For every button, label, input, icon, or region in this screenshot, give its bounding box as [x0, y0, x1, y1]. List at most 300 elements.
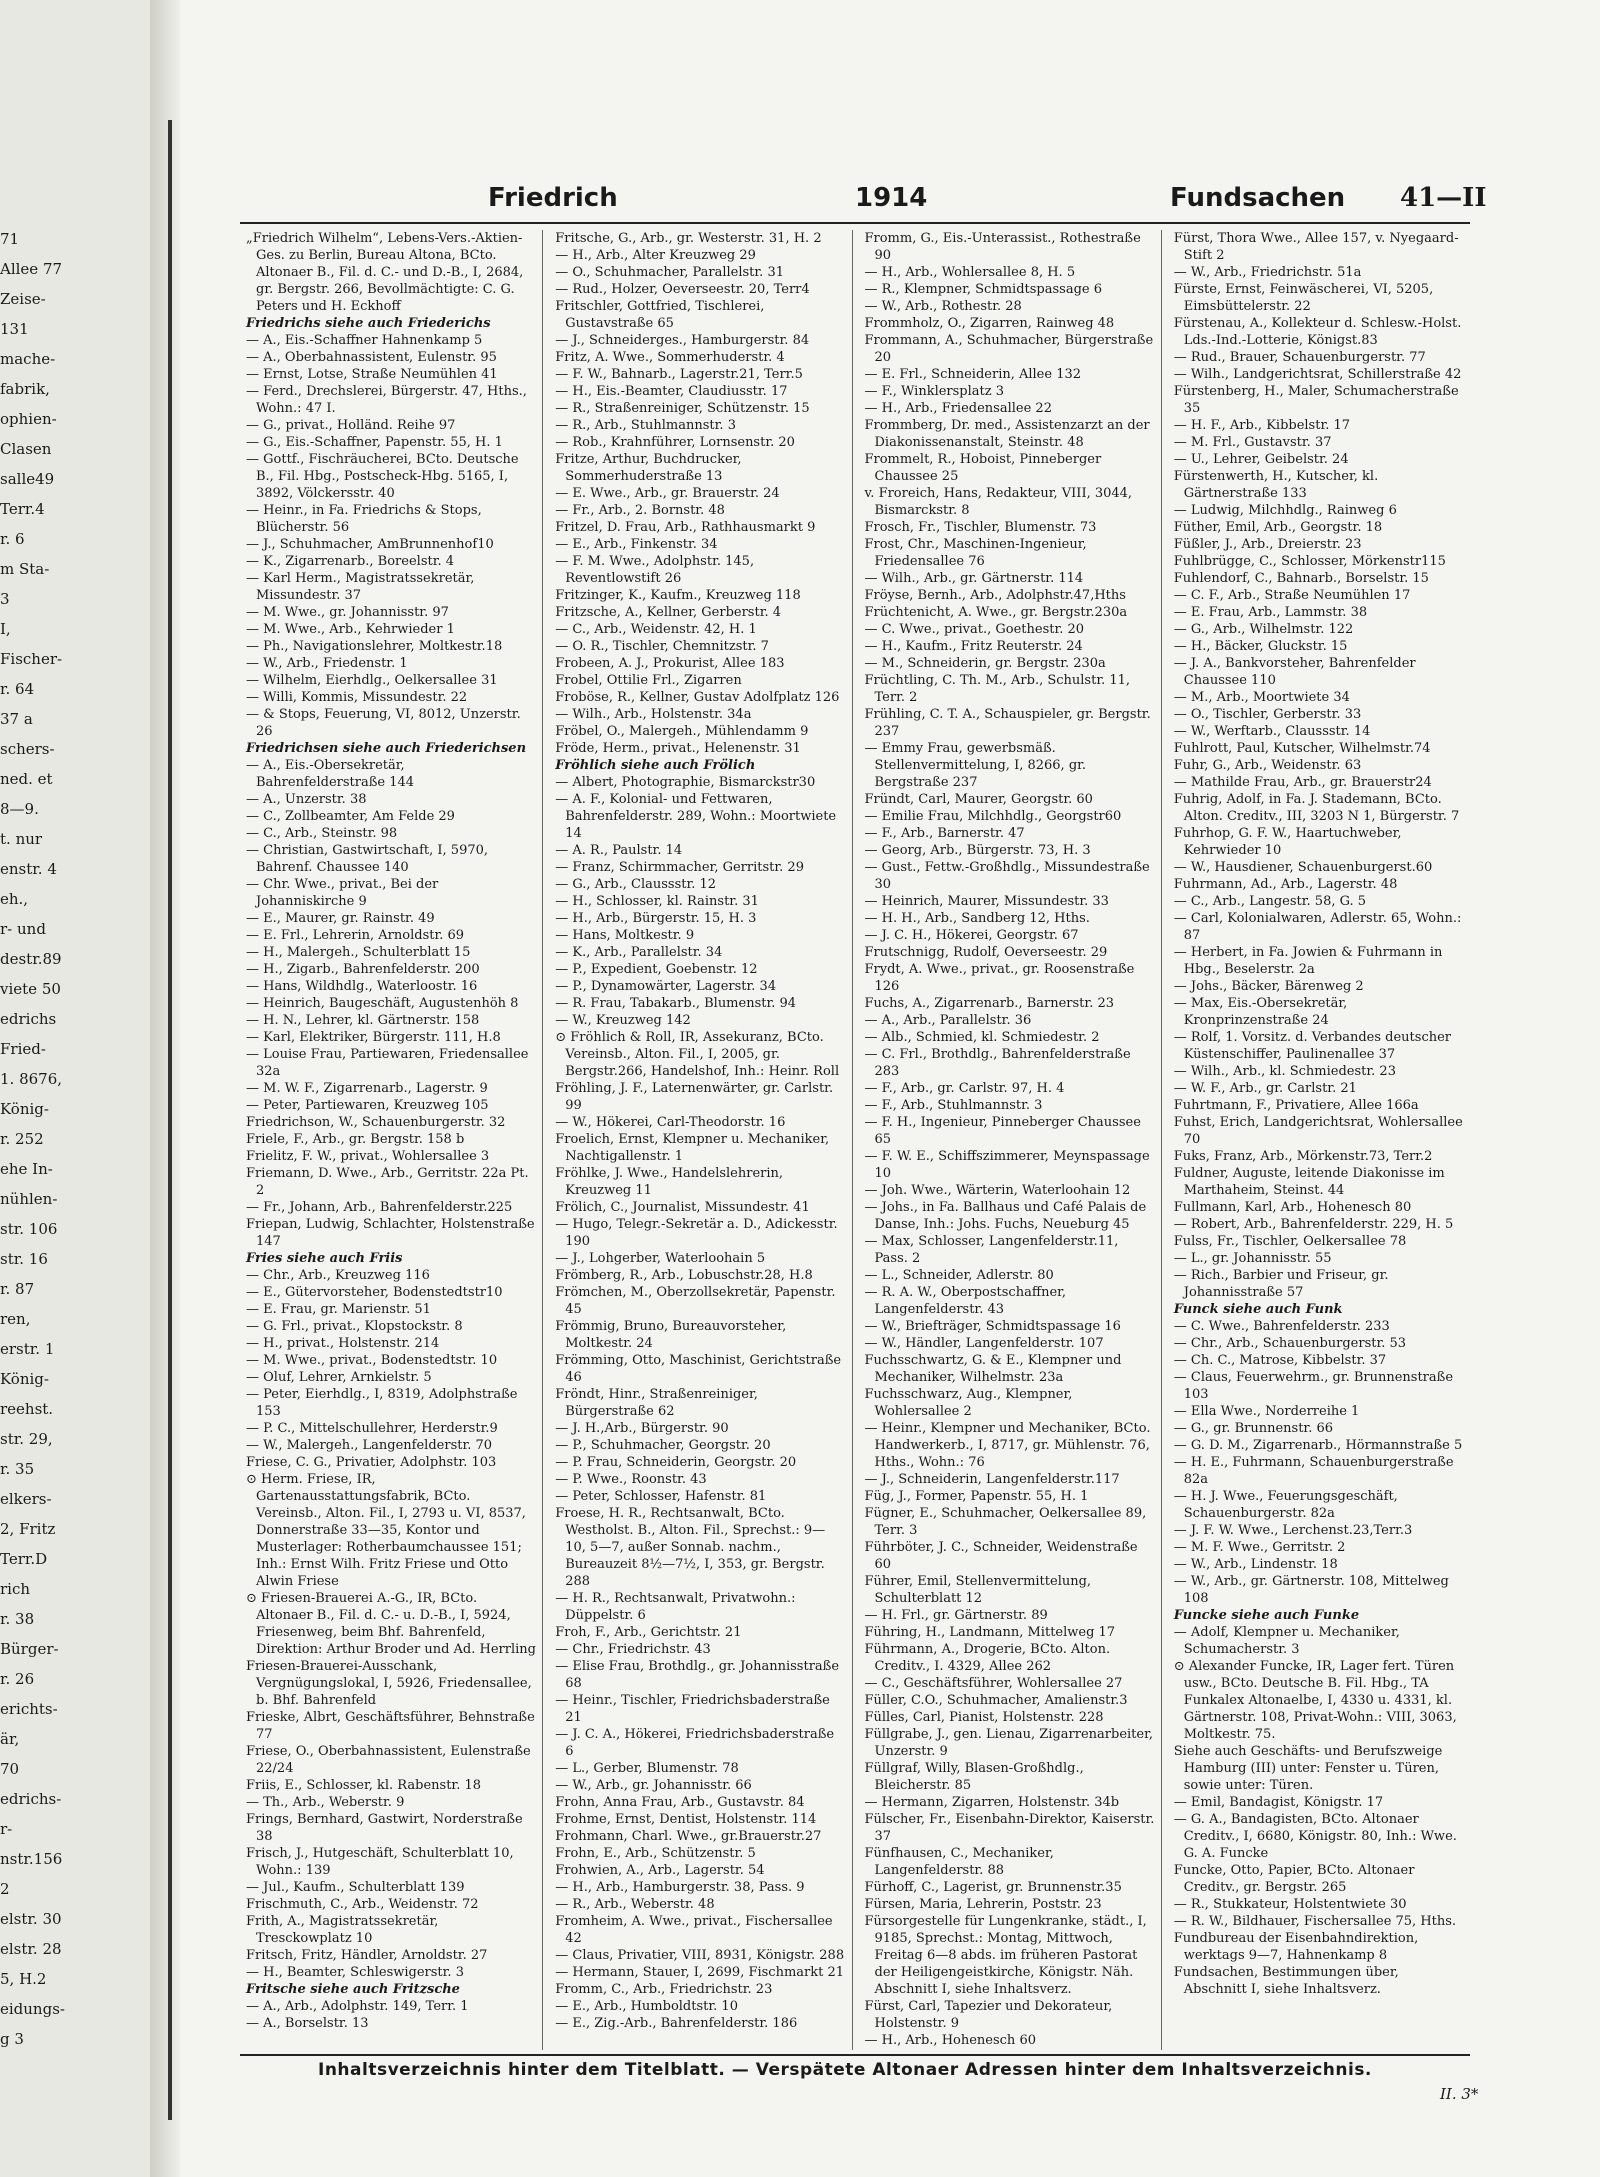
prev-page-line: r. 26	[0, 1670, 35, 1688]
directory-entry: — Wilh., Landgerichtsrat, Schillerstraße 42	[1173, 367, 1462, 382]
directory-entry: — M. F. Wwe., Gerritstr. 2	[1173, 1540, 1346, 1555]
prev-page-line: str. 16	[0, 1250, 48, 1268]
directory-entry: — F. W., Bahnarb., Lagerstr.21, Terr.5	[555, 367, 803, 382]
directory-entry: — Carl, Kolonialwaren, Adlerstr. 65, Wohn.: 87	[1173, 911, 1462, 943]
directory-entry: „Friedrich Wilhelm“, Lebens-Vers.-Aktien-Ges. zu Berlin, Bureau Altona, BCto. Altonaer B., Fil. d. C.- und D.-B., I, 2684, gr. Bergstr. 266, Bevollmächtigte: C. G. Peters und H. Eckhoff	[246, 231, 524, 314]
directory-entry: — P. C., Mittelschullehrer, Herderstr.9	[246, 1421, 498, 1436]
directory-entry: Frömberg, R., Arb., Lobuschstr.28, H.8	[555, 1268, 813, 1283]
directory-entry: — K., Zigarrenarb., Boreelstr. 4	[246, 554, 455, 569]
directory-entry: Fritsch, Fritz, Händler, Arnoldstr. 27	[246, 1948, 488, 1963]
prev-page-line: 2	[0, 1880, 10, 1898]
prev-page-line: 71	[0, 230, 20, 248]
directory-entry: — F. W. E., Schiffszimmerer, Meynspassage 10	[864, 1149, 1150, 1181]
prev-page-line: viete 50	[0, 980, 61, 998]
directory-entry: — Chr., Arb., Kreuzweg 116	[246, 1268, 430, 1283]
directory-entry: — H. F., Arb., Kibbelstr. 17	[1173, 418, 1351, 433]
directory-entry: Fromm, C., Arb., Friedrichstr. 23	[555, 1982, 773, 1997]
directory-entry: — H., Malergeh., Schulterblatt 15	[246, 945, 471, 960]
directory-entry: Fries siehe auch Friis	[246, 1251, 403, 1266]
prev-page-line: str. 29,	[0, 1430, 53, 1448]
directory-entry: — A., Arb., Adolphstr. 149, Terr. 1	[246, 1999, 469, 2014]
directory-entry: Fritzsche, A., Kellner, Gerberstr. 4	[555, 605, 782, 620]
directory-entry: Frohn, E., Arb., Schützenstr. 5	[555, 1846, 756, 1861]
directory-entry: — J. A., Bankvorsteher, Bahrenfelder Chaussee 110	[1173, 656, 1416, 688]
directory-entry: — E. Frau, gr. Marienstr. 51	[246, 1302, 431, 1317]
directory-entry: — W., Arb., Friedenstr. 1	[246, 656, 408, 671]
prev-page-line: reehst.	[0, 1400, 54, 1418]
prev-page-line: Terr.4	[0, 500, 45, 518]
prev-page-line: eidungs-	[0, 2000, 65, 2018]
directory-entry: Fuks, Franz, Arb., Mörkenstr.73, Terr.2	[1173, 1149, 1433, 1164]
directory-entry: Füg, J., Former, Papenstr. 55, H. 1	[864, 1489, 1089, 1504]
directory-entry: — H., Arb., Hohenesch 60	[864, 2033, 1036, 2048]
directory-entry: Fuhlrott, Paul, Kutscher, Wilhelmstr.74	[1173, 741, 1431, 756]
directory-entry: — F. H., Ingenieur, Pinneberger Chaussee 65	[864, 1115, 1141, 1147]
directory-entry: — Alb., Schmied, kl. Schmiedestr. 2	[864, 1030, 1100, 1045]
prev-page-line: 2, Fritz	[0, 1520, 56, 1538]
directory-entry: — R. W., Bildhauer, Fischersallee 75, Hths.	[1173, 1914, 1457, 1929]
directory-entry: Fröde, Herm., privat., Helenenstr. 31	[555, 741, 801, 756]
directory-entry: — C., Zollbeamter, Am Felde 29	[246, 809, 455, 824]
footer-rule	[240, 2054, 1470, 2056]
directory-entry: — A., Arb., Parallelstr. 36	[864, 1013, 1032, 1028]
directory-entry: Fuhrhop, G. F. W., Haartuchweber, Kehrwieder 10	[1173, 826, 1402, 858]
prev-page-line: 3	[0, 590, 10, 608]
directory-entry: Fürstenwerth, H., Kutscher, kl. Gärtnerstraße 133	[1173, 469, 1379, 501]
directory-entry: Friese, C. G., Privatier, Adolphstr. 103	[246, 1455, 497, 1470]
prev-page-line: 131	[0, 320, 29, 338]
directory-entry: Frobel, Ottilie Frl., Zigarren	[555, 673, 742, 688]
directory-entry: — J., Lohgerber, Waterloohain 5	[555, 1251, 766, 1266]
prev-page-line: destr.89	[0, 950, 62, 968]
prev-page-line: eh.,	[0, 890, 29, 908]
column-4	[1168, 230, 1470, 2050]
directory-entry: Fröyse, Bernh., Arb., Adolphstr.47,Hths	[864, 588, 1126, 603]
prev-page-line: fabrik,	[0, 380, 50, 398]
directory-entry: Frommann, A., Schuhmacher, Bürgerstraße 20	[864, 333, 1154, 365]
directory-entry: — Rich., Barbier und Friseur, gr. Johannisstraße 57	[1173, 1268, 1389, 1300]
directory-entry: — O., Tischler, Gerberstr. 33	[1173, 707, 1362, 722]
directory-entry: — Louise Frau, Partiewaren, Friedensallee 32a	[246, 1047, 529, 1079]
directory-entry: — E., Maurer, gr. Rainstr. 49	[246, 911, 435, 926]
directory-entry: Frings, Bernhard, Gastwirt, Norderstraße 38	[246, 1812, 523, 1844]
directory-entry: Funcke siehe auch Funke	[1173, 1608, 1360, 1623]
prev-page-line: r. 252	[0, 1130, 44, 1148]
directory-entry: — Chr. Wwe., privat., Bei der Johanniskirche 9	[246, 877, 439, 909]
directory-entry: — W., Arb., Rothestr. 28	[864, 299, 1022, 314]
directory-entry: — Rob., Krahnführer, Lornsenstr. 20	[555, 435, 795, 450]
directory-entry: — R., Arb., Stuhlmannstr. 3	[555, 418, 736, 433]
prev-page-line: g 3	[0, 2030, 24, 2048]
directory-entry: — M., Schneiderin, gr. Bergstr. 230a	[864, 656, 1106, 671]
directory-entry: Fullmann, Karl, Arb., Hohenesch 80	[1173, 1200, 1412, 1215]
prev-page-line: I,	[0, 620, 11, 638]
directory-entry: — R. Frau, Tabakarb., Blumenstr. 94	[555, 996, 797, 1011]
directory-entry: — Heinr., in Fa. Friedrichs & Stops, Blücherstr. 56	[246, 503, 482, 535]
directory-entry: — Albert, Photographie, Bismarckstr30	[555, 775, 816, 790]
directory-entry: — & Stops, Feuerung, VI, 8012, Unzerstr. 26	[246, 707, 521, 739]
directory-entry: — C. F., Arb., Straße Neumühlen 17	[1173, 588, 1411, 603]
directory-entry: — W., Arb., gr. Gärtnerstr. 108, Mittelweg 108	[1173, 1574, 1449, 1606]
prev-page-line: r. 35	[0, 1460, 35, 1478]
directory-entry: — Ernst, Lotse, Straße Neumühlen 41	[246, 367, 498, 382]
directory-entry: — P., Dynamowärter, Lagerstr. 34	[555, 979, 777, 994]
directory-entry: — Rud., Brauer, Schauenburgerstr. 77	[1173, 350, 1426, 365]
prev-page-line: mache-	[0, 350, 56, 368]
directory-entry: — U., Lehrer, Geibelstr. 24	[1173, 452, 1349, 467]
directory-entry: — W., Arb., Friedrichstr. 51a	[1173, 265, 1362, 280]
directory-entry: — H. J. Wwe., Feuerungsgeschäft, Schauenburgerstr. 82a	[1173, 1489, 1398, 1521]
directory-entry: Frobeen, A. J., Prokurist, Allee 183	[555, 656, 785, 671]
directory-entry: — E. Wwe., Arb., gr. Brauerstr. 24	[555, 486, 780, 501]
directory-entry: — R. A. W., Oberpostschaffner, Langenfelderstr. 43	[864, 1285, 1067, 1317]
directory-entry: — W., Briefträger, Schmidtspassage 16	[864, 1319, 1121, 1334]
directory-entry: — Max, Eis.-Obersekretär, Kronprinzenstraße 24	[1173, 996, 1348, 1028]
directory-entry: Fuchsschwartz, G. & E., Klempner und Mechaniker, Wilhelmstr. 23a	[864, 1353, 1122, 1385]
directory-entry: Froelich, Ernst, Klempner u. Mechaniker, Nachtigallenstr. 1	[555, 1132, 830, 1164]
directory-entry: — H. H., Arb., Sandberg 12, Hths.	[864, 911, 1090, 926]
prev-page-line: nstr.156	[0, 1850, 63, 1868]
directory-entry: — Ella Wwe., Norderreihe 1	[1173, 1404, 1360, 1419]
directory-entry: Frömmig, Bruno, Bureauvorsteher, Moltkestr. 24	[555, 1319, 787, 1351]
directory-entry: Frost, Chr., Maschinen-Ingenieur, Friedensallee 76	[864, 537, 1087, 569]
directory-entry: — H., Kaufm., Fritz Reuterstr. 24	[864, 639, 1083, 654]
directory-entry: — Wilh., Arb., gr. Gärtnerstr. 114	[864, 571, 1084, 586]
directory-entry: Fuhst, Erich, Landgerichtsrat, Wohlersallee 70	[1173, 1115, 1463, 1147]
directory-entry: Früchtenicht, A. Wwe., gr. Bergstr.230a	[864, 605, 1128, 620]
directory-entry: Fründt, Carl, Maurer, Georgstr. 60	[864, 792, 1093, 807]
directory-entry: Friedrichson, W., Schauenburgerstr. 32	[246, 1115, 506, 1130]
directory-entry: Friele, F., Arb., gr. Bergstr. 158 b	[246, 1132, 465, 1147]
directory-entry: — R., Klempner, Schmidtspassage 6	[864, 282, 1102, 297]
directory-entry: — G., Arb., Wilhelmstr. 122	[1173, 622, 1354, 637]
directory-entry: — A., Eis.-Obersekretär, Bahrenfelderstraße 144	[246, 758, 415, 790]
directory-entry: — Hugo, Telegr.-Sekretär a. D., Adickesstr. 190	[555, 1217, 838, 1249]
directory-entry: — J. H.,Arb., Bürgerstr. 90	[555, 1421, 729, 1436]
directory-entry: ⊙ Alexander Funcke, IR, Lager fert. Türen usw., BCto. Deutsche B. Fil. Hbg., TA Funkalex Altonaelbe, I, 4330 u. 4331, kl. Gärtnerstr. 108, Privat-Wohn.: VIII, 3063, Moltkestr. 75.	[1173, 1659, 1457, 1742]
directory-entry: — Hans, Wildhdlg., Waterloostr. 16	[246, 979, 478, 994]
directory-entry: Fuhr, G., Arb., Weidenstr. 63	[1173, 758, 1362, 773]
directory-entry: — Peter, Partiewaren, Kreuzweg 105	[246, 1098, 489, 1113]
directory-entry: Fürst, Carl, Tapezier und Dekorateur, Holstenstr. 9	[864, 1999, 1113, 2031]
directory-entry: — Hermann, Stauer, I, 2699, Fischmarkt 21	[555, 1965, 845, 1980]
directory-entry: — E. Frau, Arb., Lammstr. 38	[1173, 605, 1368, 620]
prev-page-line: erichts-	[0, 1700, 58, 1718]
column-3	[859, 230, 1162, 2050]
prev-page-line: ophien-	[0, 410, 57, 428]
prev-page-line: 1. 8676,	[0, 1070, 63, 1088]
directory-entry: — Heinr., Tischler, Friedrichsbaderstraße 21	[555, 1693, 830, 1725]
directory-entry: — Elise Frau, Brothdlg., gr. Johannisstraße 68	[555, 1659, 840, 1691]
directory-entry: — Heinrich, Maurer, Missundestr. 33	[864, 894, 1109, 909]
directory-entry: Funcke, Otto, Papier, BCto. Altonaer Creditv., gr. Bergstr. 265	[1173, 1863, 1415, 1895]
directory-entry: Frommberg, Dr. med., Assistenzarzt an der Diakonissenanstalt, Steinstr. 48	[864, 418, 1150, 450]
directory-entry: Führer, Emil, Stellenvermittelung, Schulterblatt 12	[864, 1574, 1092, 1606]
directory-entry: ⊙ Fröhlich & Roll, IR, Assekuranz, BCto. Vereinsb., Alton. Fil., I, 2005, gr. Bergstr.266, Handelshof, Inh.: Heinr. Roll	[555, 1030, 840, 1079]
directory-entry: — H. R., Rechtsanwalt, Privatwohn.: Düppelstr. 6	[555, 1591, 796, 1623]
directory-entry: — M. Wwe., privat., Bodenstedtstr. 10	[246, 1353, 498, 1368]
directory-entry: — H. E., Fuhrmann, Schauenburgerstraße 82a	[1173, 1455, 1454, 1487]
directory-entry: — G., Arb., Claussstr. 12	[555, 877, 717, 892]
directory-entry: — Karl, Elektriker, Bürgerstr. 111, H.8	[246, 1030, 501, 1045]
directory-entry: Froböse, R., Kellner, Gustav Adolfplatz 126	[555, 690, 840, 705]
directory-entry: Frommelt, R., Hoboist, Pinneberger Chaussee 25	[864, 452, 1102, 484]
directory-entry: — E., Arb., Humboldtstr. 10	[555, 1999, 738, 2014]
directory-entry: — H. Frl., gr. Gärtnerstr. 89	[864, 1608, 1048, 1623]
directory-entry: — Ph., Navigationslehrer, Moltkestr.18	[246, 639, 503, 654]
directory-entry: — R., Arb., Weberstr. 48	[555, 1897, 715, 1912]
directory-entry: Fröndt, Hinr., Straßenreiniger, Bürgerstraße 62	[555, 1387, 758, 1419]
directory-entry: — J., Schuhmacher, AmBrunnenhof10	[246, 537, 494, 552]
directory-entry: Fröhlke, J. Wwe., Handelslehrerin, Kreuzweg 11	[555, 1166, 784, 1198]
directory-entry: Frommholz, O., Zigarren, Rainweg 48	[864, 316, 1115, 331]
prev-page-line: är,	[0, 1730, 20, 1748]
directory-entry: — O. R., Tischler, Chemnitzstr. 7	[555, 639, 769, 654]
directory-entry: Friepan, Ludwig, Schlachter, Holstenstraße 147	[246, 1217, 535, 1249]
directory-entry: — Ludwig, Milchhdlg., Rainweg 6	[1173, 503, 1397, 518]
directory-entry: — E., Arb., Finkenstr. 34	[555, 537, 718, 552]
directory-entry: — W., Hausdiener, Schauenburgerst.60	[1173, 860, 1433, 875]
directory-entry: — E. Frl., Lehrerin, Arnoldstr. 69	[246, 928, 465, 943]
directory-entry: — Fr., Johann, Arb., Bahrenfelderstr.225	[246, 1200, 513, 1215]
directory-entry: Friese, O., Oberbahnassistent, Eulenstraße 22/24	[246, 1744, 531, 1776]
directory-entry: — Oluf, Lehrer, Arnkielstr. 5	[246, 1370, 432, 1385]
directory-entry: — Christian, Gastwirtschaft, I, 5970, Bahrenf. Chaussee 140	[246, 843, 489, 875]
directory-entry: — A. F., Kolonial- und Fettwaren, Bahrenfelderstr. 289, Wohn.: Moortwiete 14	[555, 792, 837, 841]
directory-entry: — Adolf, Klempner u. Mechaniker, Schumacherstr. 3	[1173, 1625, 1400, 1657]
directory-entry: Fundsachen, Bestimmungen über, Abschnitt I, siehe Inhaltsverz.	[1173, 1965, 1399, 1997]
prev-page-line: Bürger-	[0, 1640, 59, 1658]
directory-entry: — L., gr. Johannisstr. 55	[1173, 1251, 1332, 1266]
prev-page-line: r. 64	[0, 680, 35, 698]
directory-entry: Frischmuth, C., Arb., Weidenstr. 72	[246, 1897, 479, 1912]
directory-entry: — Karl Herm., Magistratssekretär, Missundestr. 37	[246, 571, 475, 603]
prev-page-line: 37 a	[0, 710, 33, 728]
directory-entry: — P. Wwe., Roonstr. 43	[555, 1472, 707, 1487]
directory-entry: — H., Beamter, Schleswigerstr. 3	[246, 1965, 464, 1980]
directory-entry: Froh, F., Arb., Gerichtstr. 21	[555, 1625, 742, 1640]
directory-entry: Frydt, A. Wwe., privat., gr. Roosenstraße 126	[864, 962, 1135, 994]
directory-entry: — Wilh., Arb., kl. Schmiedestr. 23	[1173, 1064, 1396, 1079]
directory-entry: Füller, C.O., Schuhmacher, Amalienstr.3	[864, 1693, 1128, 1708]
directory-entry: Fünfhausen, C., Mechaniker, Langenfelderstr. 88	[864, 1846, 1054, 1878]
directory-entry: Fritzel, D. Frau, Arb., Rathhausmarkt 9	[555, 520, 816, 535]
directory-entry: Frosch, Fr., Tischler, Blumenstr. 73	[864, 520, 1097, 535]
directory-entry: — Fr., Arb., 2. Bornstr. 48	[555, 503, 725, 518]
directory-entry: Fuhrtmann, F., Privatiere, Allee 166a	[1173, 1098, 1419, 1113]
directory-entry: Füther, Emil, Arb., Georgstr. 18	[1173, 520, 1383, 535]
directory-entry: Führböter, J. C., Schneider, Weidenstraße 60	[864, 1540, 1138, 1572]
directory-entry: Frielitz, F. W., privat., Wohlersallee 3	[246, 1149, 490, 1164]
directory-entry: — P., Schuhmacher, Georgstr. 20	[555, 1438, 771, 1453]
prev-page-line: rich	[0, 1580, 31, 1598]
directory-entry: Fürst, Thora Wwe., Allee 157, v. Nyegaard-Stift 2	[1173, 231, 1459, 263]
prev-page-line: 5, H.2	[0, 1970, 47, 1988]
directory-entry: — M. Frl., Gustavstr. 37	[1173, 435, 1332, 450]
directory-entry: Fuhrmann, Ad., Arb., Lagerstr. 48	[1173, 877, 1398, 892]
directory-entry: — Johs., in Fa. Ballhaus und Café Palais de Danse, Inh.: Johs. Fuchs, Neueburg 45	[864, 1200, 1147, 1232]
directory-entry: — Johs., Bäcker, Bärenweg 2	[1173, 979, 1364, 994]
directory-entry: — Heinrich, Baugeschäft, Augustenhöh 8	[246, 996, 519, 1011]
directory-entry: — Th., Arb., Weberstr. 9	[246, 1795, 405, 1810]
column-2	[549, 230, 852, 2050]
directory-entry: Fröhling, J. F., Laternenwärter, gr. Carlstr. 99	[555, 1081, 834, 1113]
directory-entry: — Mathilde Frau, Arb., gr. Brauerstr24	[1173, 775, 1432, 790]
directory-entry: Frohn, Anna Frau, Arb., Gustavstr. 84	[555, 1795, 805, 1810]
directory-entry: Füllgraf, Willy, Blasen-Großhdlg., Bleicherstr. 85	[864, 1761, 1084, 1793]
directory-entry: Füllgrabe, J., gen. Lienau, Zigarrenarbeiter, Unzerstr. 9	[864, 1727, 1154, 1759]
directory-entry: — C. Wwe., privat., Goethestr. 20	[864, 622, 1085, 637]
directory-entry: Fritsche, G., Arb., gr. Westerstr. 31, H. 2	[555, 231, 822, 246]
directory-entry: Fülles, Carl, Pianist, Holstenstr. 228	[864, 1710, 1104, 1725]
directory-entry: — Emilie Frau, Milchhdlg., Georgstr60	[864, 809, 1122, 824]
directory-entry: Friedrichsen siehe auch Friederichsen	[246, 741, 527, 756]
directory-entry: ⊙ Herm. Friese, IR, Gartenausstattungsfabrik, BCto. Vereinsb., Alton. Fil., I, 2793 u. VI, 8537, Donnerstraße 33—35, Kontor und Musterlager: Rotherbaumchaussee 151; Inh.: Ernst Wilh. Fritz Friese und Otto Alwin Friese	[246, 1472, 526, 1589]
footer-notice: Inhaltsverzeichnis hinter dem Titelblatt. — Verspätete Altonaer Adressen hinter dem Inhaltsverzeichnis.	[318, 2060, 1372, 2080]
directory-entry: — Rud., Holzer, Oeverseestr. 20, Terr4	[555, 282, 810, 297]
directory-entry: — J., Schneiderges., Hamburgerstr. 84	[555, 333, 810, 348]
directory-entry: — H., Zigarb., Bahrenfelderstr. 200	[246, 962, 480, 977]
directory-entry: — H., Arb., Friedensallee 22	[864, 401, 1052, 416]
header-left-keyword: Friedrich	[488, 183, 618, 213]
directory-entry: Friesen-Brauerei-Ausschank, Vergnügungslokal, I, 5926, Friedensallee, b. Bhf. Bahrenfeld	[246, 1659, 532, 1708]
directory-entry: Frömming, Otto, Maschinist, Gerichtstraße 46	[555, 1353, 842, 1385]
prev-page-line: edrichs-	[0, 1790, 62, 1808]
directory-entry: — Hans, Moltkestr. 9	[555, 928, 695, 943]
directory-entry: Fürstenberg, H., Maler, Schumacherstraße 35	[1173, 384, 1459, 416]
directory-entry: v. Froreich, Hans, Redakteur, VIII, 3044, Bismarckstr. 8	[864, 486, 1133, 518]
directory-entry: — Peter, Eierhdlg., I, 8319, Adolphstraße 153	[246, 1387, 518, 1419]
directory-entry: Fritz, A. Wwe., Sommerhuderstr. 4	[555, 350, 785, 365]
directory-entry: — Wilh., Arb., Holstenstr. 34a	[555, 707, 752, 722]
directory-entry: Fügner, E., Schuhmacher, Oelkersallee 89, Terr. 3	[864, 1506, 1147, 1538]
directory-entry: Fülscher, Fr., Eisenbahn-Direktor, Kaiserstr. 37	[864, 1812, 1155, 1844]
directory-entry: — H., Arb., Bürgerstr. 15, H. 3	[555, 911, 757, 926]
directory-entry: — G., gr. Brunnenstr. 66	[1173, 1421, 1334, 1436]
previous-page-fragment	[0, 0, 150, 2177]
prev-page-line: r. 6	[0, 530, 25, 548]
directory-entry: — A., Eis.-Schaffner Hahnenkamp 5	[246, 333, 483, 348]
directory-entry: — W., Arb., gr. Johannisstr. 66	[555, 1778, 752, 1793]
prev-page-line: 8—9.	[0, 800, 39, 818]
directory-entry: Frisch, J., Hutgeschäft, Schulterblatt 10, Wohn.: 139	[246, 1846, 514, 1878]
directory-entry: — H., Bäcker, Gluckstr. 15	[1173, 639, 1348, 654]
directory-entry: — M. W. F., Zigarrenarb., Lagerstr. 9	[246, 1081, 488, 1096]
directory-entry: — E., Gütervorsteher, Bodenstedtstr10	[246, 1285, 503, 1300]
header-year: 1914	[855, 183, 928, 213]
directory-entry: — H., Arb., Hamburgerstr. 38, Pass. 9	[555, 1880, 805, 1895]
directory-entry: — Robert, Arb., Bahrenfelderstr. 229, H. 5	[1173, 1217, 1454, 1232]
directory-entry: — Jul., Kaufm., Schulterblatt 139	[246, 1880, 465, 1895]
directory-entry: — C., Geschäftsführer, Wohlersallee 27	[864, 1676, 1123, 1691]
directory-entry: — F., Winklersplatz 3	[864, 384, 1005, 399]
directory-entry: Fritze, Arthur, Buchdrucker, Sommerhuderstraße 13	[555, 452, 742, 484]
directory-entry: — W., Arb., Lindenstr. 18	[1173, 1557, 1338, 1572]
directory-entry: — A., Unzerstr. 38	[246, 792, 367, 807]
page-header	[300, 183, 1540, 223]
directory-entry: — G. Frl., privat., Klopstockstr. 8	[246, 1319, 463, 1334]
directory-entry: Fromheim, A. Wwe., privat., Fischersallee 42	[555, 1914, 833, 1946]
directory-entry: — Rolf, 1. Vorsitz. d. Verbandes deutscher Küstenschiffer, Paulinenallee 37	[1173, 1030, 1452, 1062]
directory-entry: Fuhlbrügge, C., Schlosser, Mörkenstr115	[1173, 554, 1446, 569]
directory-entry: Frohwien, A., Arb., Lagerstr. 54	[555, 1863, 765, 1878]
directory-entry: — A. R., Paulstr. 14	[555, 843, 683, 858]
directory-entry: Führing, H., Landmann, Mittelweg 17	[864, 1625, 1116, 1640]
directory-entry: — Emil, Bandagist, Königstr. 17	[1173, 1795, 1384, 1810]
directory-entry: — H., privat., Holstenstr. 214	[246, 1336, 440, 1351]
directory-columns	[240, 230, 1470, 2050]
directory-entry: — J., Schneiderin, Langenfelderstr.117	[864, 1472, 1120, 1487]
directory-entry: Fröhlich siehe auch Frölich	[555, 758, 756, 773]
directory-entry: Frieske, Albrt, Geschäftsführer, Behnstraße 77	[246, 1710, 535, 1742]
directory-entry: — Claus, Privatier, VIII, 8931, Königstr. 288	[555, 1948, 845, 1963]
directory-entry: — J. C. A., Hökerei, Friedrichsbaderstraße 6	[555, 1727, 835, 1759]
header-page-number: 41—II	[1400, 183, 1487, 213]
prev-page-line: t. nur	[0, 830, 43, 848]
prev-page-line: König-	[0, 1370, 49, 1388]
directory-entry: — Georg, Arb., Bürgerstr. 73, H. 3	[864, 843, 1091, 858]
prev-page-line: r. 38	[0, 1610, 35, 1628]
prev-page-line: Fried-	[0, 1040, 46, 1058]
directory-entry: — H. N., Lehrer, kl. Gärtnerstr. 158	[246, 1013, 480, 1028]
prev-page-line: str. 106	[0, 1220, 58, 1238]
prev-page-line: m Sta-	[0, 560, 50, 578]
prev-page-line: Clasen	[0, 440, 52, 458]
directory-entry	[865, 2049, 1155, 2050]
directory-entry: — A., Oberbahnassistent, Eulenstr. 95	[246, 350, 497, 365]
directory-entry: — E., Zig.-Arb., Bahrenfelderstr. 186	[555, 2016, 798, 2031]
directory-entry: Froese, H. R., Rechtsanwalt, BCto. Westholst. B., Alton. Fil., Sprechst.: 9—10, 5—7, außer Sonnab. nachm., Bureauzeit 8½—7½, I, 353, gr. Bergstr. 288	[555, 1506, 826, 1589]
directory-entry: — Claus, Feuerwehrm., gr. Brunnenstraße 103	[1173, 1370, 1454, 1402]
prev-page-line: ned. et	[0, 770, 53, 788]
directory-entry: Friis, E., Schlosser, kl. Rabenstr. 18	[246, 1778, 482, 1793]
prev-page-line: elkers-	[0, 1490, 52, 1508]
directory-entry: — H., Schlosser, kl. Rainstr. 31	[555, 894, 759, 909]
directory-entry: Frömchen, M., Oberzollsekretär, Papenstr. 45	[555, 1285, 836, 1317]
directory-entry: — M., Arb., Moortwiete 34	[1173, 690, 1350, 705]
directory-entry: — L., Schneider, Adlerstr. 80	[864, 1268, 1054, 1283]
prev-page-line: Fischer-	[0, 650, 63, 668]
directory-entry: Fulss, Fr., Tischler, Oelkersallee 78	[1173, 1234, 1407, 1249]
directory-entry: — F., Arb., gr. Carlstr. 97, H. 4	[864, 1081, 1065, 1096]
directory-entry: — M. Wwe., Arb., Kehrwieder 1	[246, 622, 455, 637]
directory-entry: Fürhoff, C., Lagerist, gr. Brunnenstr.35	[864, 1880, 1122, 1895]
directory-entry: — Gust., Fettw.-Großhdlg., Missundestraße 30	[864, 860, 1150, 892]
prev-page-line: Terr.D	[0, 1550, 48, 1568]
directory-entry: — W., Werftarb., Claussstr. 14	[1173, 724, 1371, 739]
prev-page-line: schers-	[0, 740, 55, 758]
directory-entry: — Max, Schlosser, Langenfelderstr.11, Pass. 2	[864, 1234, 1119, 1266]
directory-entry: — G. A., Bandagisten, BCto. Altonaer Creditv., I, 6680, Königstr. 80, Inh.: Wwe. G. A. Funcke	[1173, 1812, 1457, 1861]
directory-entry: — K., Arb., Parallelstr. 34	[555, 945, 723, 960]
directory-entry: — Emmy Frau, gewerbsmäß. Stellenvermittelung, I, 8266, gr. Bergstraße 237	[864, 741, 1087, 790]
directory-entry: Frutschnigg, Rudolf, Oeverseestr. 29	[864, 945, 1108, 960]
directory-entry: — W. F., Arb., gr. Carlstr. 21	[1173, 1081, 1357, 1096]
directory-entry: Fromm, G., Eis.-Unterassist., Rothestraße 90	[864, 231, 1141, 263]
directory-entry: Friedrichs siehe auch Friederichs	[246, 316, 491, 331]
directory-entry: — H., Arb., Alter Kreuzweg 29	[555, 248, 756, 263]
prev-page-line: 70	[0, 1760, 20, 1778]
directory-entry: Fürstenau, A., Kollekteur d. Schlesw.-Holst. Lds.-Ind.-Lotterie, Königst.83	[1173, 316, 1462, 348]
directory-entry: Frühling, C. T. A., Schauspieler, gr. Bergstr. 237	[864, 707, 1151, 739]
prev-page-line: König-	[0, 1100, 49, 1118]
header-right-keyword: Fundsachen	[1170, 183, 1346, 213]
prev-page-line: r- und	[0, 920, 46, 938]
directory-entry: — A., Borselstr. 13	[246, 2016, 369, 2031]
directory-entry: — Franz, Schirmmacher, Gerritstr. 29	[555, 860, 804, 875]
header-rule	[240, 222, 1470, 224]
prev-page-line: elstr. 28	[0, 1940, 62, 1958]
